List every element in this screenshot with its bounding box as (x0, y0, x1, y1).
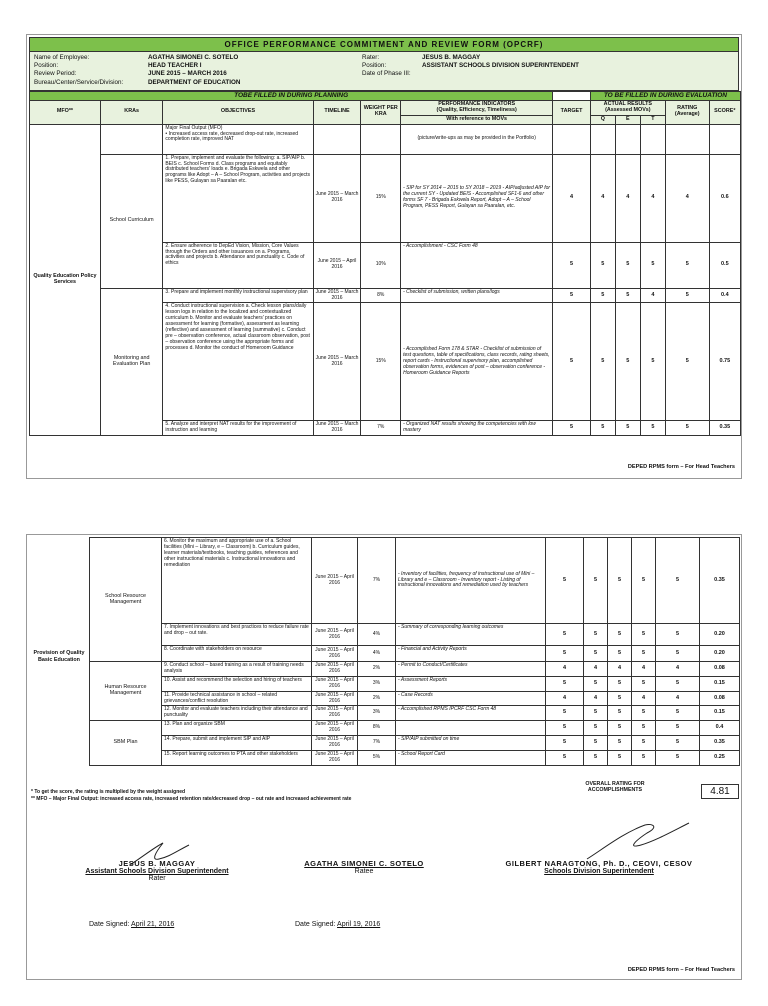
objective-cell: 13. Plan and organize SBM (162, 721, 312, 736)
e-cell: 5 (608, 750, 632, 765)
indicator-cell: - Checklist of submission, written plans/logs (401, 288, 553, 303)
info-label: Position: (362, 62, 387, 70)
weight-cell: 7% (361, 421, 401, 436)
employee-position: HEAD TEACHER I (148, 62, 202, 70)
weight-cell: 8% (361, 288, 401, 303)
target-cell: 5 (546, 538, 584, 624)
rating-cell: 5 (656, 706, 700, 721)
rating-cell: 5 (656, 750, 700, 765)
kra-cell: Human Resource Management (90, 662, 162, 721)
timeline-cell: June 2015 – April 2016 (312, 736, 358, 751)
score-cell: 0.15 (700, 706, 740, 721)
rating-cell: 5 (656, 736, 700, 751)
indicator-cell: - Permit to Conduct/Certificates (396, 662, 546, 677)
rater-role: Rater (148, 875, 166, 882)
kra-cell: SBM Plan (90, 721, 162, 765)
q-cell: 5 (584, 624, 608, 646)
target-cell: 5 (553, 421, 591, 436)
timeline-header: TIMELINE (313, 100, 361, 124)
target-cell: 5 (546, 736, 584, 751)
rater-signature-name: JESUS B. MAGGAY (118, 859, 196, 868)
weight-cell: 8% (358, 721, 396, 736)
weight-cell: 10% (361, 242, 401, 288)
target-cell: 4 (546, 691, 584, 706)
review-period: JUNE 2015 – MARCH 2016 (148, 70, 227, 78)
q-cell: 5 (590, 421, 615, 436)
info-label: Name of Employee: (34, 54, 90, 61)
target-cell: 5 (546, 676, 584, 691)
rating-cell: 4 (656, 662, 700, 677)
e-cell: 5 (608, 721, 632, 736)
score-cell: 0.08 (700, 691, 740, 706)
timeline-cell: June 2015 – April 2016 (313, 242, 361, 288)
score-cell: 0.25 (700, 750, 740, 765)
weight-cell: 7% (358, 736, 396, 751)
rating-cell: 5 (665, 303, 709, 421)
rating-cell: 5 (665, 288, 709, 303)
ratee-role: Ratee (354, 868, 374, 875)
ratee-date-signed: Date Signed: April 19, 2016 (295, 921, 381, 928)
t-cell: 4 (632, 691, 656, 706)
indicator-cell: - Financial and Activity Reports (396, 646, 546, 662)
kra-cell: School Curriculum (100, 154, 163, 288)
rater-signature-position: Assistant Schools Division Superintendent (85, 868, 229, 875)
t-cell: 5 (640, 242, 665, 288)
rating-cell: 4 (665, 154, 709, 242)
t-cell: 5 (632, 750, 656, 765)
info-label: Position: (34, 62, 59, 70)
t-cell: 4 (632, 662, 656, 677)
timeline-cell: June 2015 – April 2016 (312, 646, 358, 662)
timeline-cell: June 2015 – April 2016 (312, 676, 358, 691)
info-label: Review Period: (34, 70, 77, 78)
indicator-cell (396, 721, 546, 736)
info-label: Rater: (362, 54, 380, 61)
actual-results-header: ACTUAL RESULTS (Assessed MOVs) (590, 100, 665, 115)
performance-table-2 (89, 537, 740, 766)
e-header: E (615, 115, 640, 124)
objective-cell: 1. Prepare, implement and evaluate the following: a. SIP/AIP b. BEIS c. School Forms d. Class programs and equitably distributed teachers' loads e. Brigada Eskwela and other programs like Adopt – A – School Program, activities and projects like PESS, Gulayan sa Paaralan etc. (163, 154, 313, 242)
q-header: Q (590, 115, 615, 124)
timeline-cell: June 2015 – April 2016 (312, 538, 358, 624)
weight-cell: 5% (358, 750, 396, 765)
target-cell: 5 (546, 646, 584, 662)
q-cell: 5 (584, 676, 608, 691)
objective-cell: 15. Report learning outcomes to PTA and other stakeholders (162, 750, 312, 765)
score-note: * To get the score, the rating is multiplied by the weight assigned (31, 789, 186, 795)
q-cell: 4 (584, 691, 608, 706)
weight-cell: 7% (358, 538, 396, 624)
weight-cell: 3% (358, 706, 396, 721)
t-cell: 5 (632, 706, 656, 721)
t-cell: 5 (640, 421, 665, 436)
timeline-cell: June 2015 – April 2016 (312, 691, 358, 706)
bureau: DEPARTMENT OF EDUCATION (148, 78, 241, 86)
timeline-cell: June 2015 – April 2016 (312, 721, 358, 736)
weight-header: WEIGHT PER KRA (361, 100, 401, 124)
objectives-header: OBJECTIVES (163, 100, 313, 124)
t-header: T (640, 115, 665, 124)
weight-cell: 4% (358, 646, 396, 662)
score-cell: 0.35 (709, 421, 740, 436)
objective-cell: 3. Prepare and implement monthly instructional supervisory plan (163, 288, 313, 303)
indicators-ref-header: With reference to MOVs (401, 115, 553, 124)
objective-cell: 14. Prepare, submit and implement SIP and AIP (162, 736, 312, 751)
e-cell: 5 (608, 691, 632, 706)
e-cell: 5 (615, 288, 640, 303)
kra-cell: Monitoring and Evaluation Plan (100, 288, 163, 436)
indicators-header: PERFORMANCE INDICATORS (Quality, Efficiency, Timeliness) (401, 100, 553, 115)
score-cell: 0.15 (700, 676, 740, 691)
e-cell: 5 (608, 624, 632, 646)
target-cell: 5 (553, 303, 591, 421)
e-cell: 5 (615, 421, 640, 436)
indicator-cell: - Accomplished RPMS IPCRF CSC Form 48 (396, 706, 546, 721)
rating-cell: 5 (656, 676, 700, 691)
score-cell: 0.75 (709, 303, 740, 421)
ratee-signature-name: AGATHA SIMONEI C. SOTELO (304, 859, 424, 868)
q-cell: 5 (590, 242, 615, 288)
score-cell: 0.4 (700, 721, 740, 736)
sds-signature-position: Schools Division Superintendent (544, 868, 654, 875)
mfo-cell: Quality Education Policy Services (30, 124, 101, 436)
objective-cell: 2. Ensure adherence to DepEd Vision, Mission, Core Values through the Orders and other issuances on a. Programs, activities and projects b. Attendance and punctuality c. Code of ethics (163, 242, 313, 288)
overall-rating-value: 4.81 (701, 784, 739, 799)
objective-cell: 5. Analyze and interpret NAT results for the improvement of instruction and learning (163, 421, 313, 436)
q-cell: 5 (584, 646, 608, 662)
timeline-cell: June 2015 – April 2016 (312, 624, 358, 646)
e-cell: 5 (608, 646, 632, 662)
indicator-cell: - SIP/AIP submitted on time (396, 736, 546, 751)
q-cell: 5 (584, 721, 608, 736)
e-cell: 4 (615, 154, 640, 242)
e-cell: 5 (608, 736, 632, 751)
score-cell: 0.6 (709, 154, 740, 242)
target-cell: 5 (553, 242, 591, 288)
e-cell: 5 (608, 538, 632, 624)
t-cell: 4 (640, 288, 665, 303)
target-cell: 5 (546, 624, 584, 646)
target-cell: 5 (546, 750, 584, 765)
objective-cell: 9. Conduct school – based training as a result of training needs analysis (162, 662, 312, 677)
form-page-2 (26, 534, 742, 980)
weight-cell: 3% (358, 676, 396, 691)
objective-cell: 11. Provide technical assistance in school – related grievances/conflict resolution (162, 691, 312, 706)
timeline-cell: June 2015 – March 2016 (313, 154, 361, 242)
q-cell: 4 (590, 154, 615, 242)
rating-cell: 5 (656, 538, 700, 624)
mfo-cell: Provision of Quality Basic Education (33, 650, 85, 663)
e-cell: 5 (608, 676, 632, 691)
score-cell: 0.5 (709, 242, 740, 288)
e-cell: 5 (615, 303, 640, 421)
objective-cell: 6. Monitor the maximum and appropriate use of a. School facilities (Mini – Library, e – Classroom) b. Curriculum guides, learner materials/textbooks, teaching guides, references and other instructional materials c. Instructional innovations and remediation (162, 538, 312, 624)
score-header: SCORE* (709, 100, 740, 124)
mfo-indicator: (picture/write-ups as may be provided in the Portfolio) (401, 124, 553, 154)
indicator-cell: - Summary of corresponding learning outcomes (396, 624, 546, 646)
indicator-cell: - Inventory of facilities, frequency of instructional use of Mini – Library and e – Classroom - Inventory report - Listing of instructional innovations and remediation used by teachers (396, 538, 546, 624)
indicator-cell: - Assessment Reports (396, 676, 546, 691)
e-cell: 5 (615, 242, 640, 288)
overall-rating-label: OVERALL RATING FOR ACCOMPLISHMENTS (585, 781, 645, 793)
timeline-cell: June 2015 – March 2016 (313, 288, 361, 303)
q-cell: 5 (584, 706, 608, 721)
t-cell: 4 (640, 154, 665, 242)
q-cell: 4 (584, 662, 608, 677)
q-cell: 5 (590, 288, 615, 303)
target-cell: 4 (553, 154, 591, 242)
target-cell: 5 (546, 706, 584, 721)
q-cell: 5 (584, 750, 608, 765)
rating-cell: 5 (656, 646, 700, 662)
indicator-cell: - School Report Card (396, 750, 546, 765)
indicator-cell: - Organized NAT results showing the competencies with low mastery (401, 421, 553, 436)
objective-cell: 12. Monitor and evaluate teachers including their attendance and punctuality (162, 706, 312, 721)
rating-cell: 5 (656, 721, 700, 736)
performance-table-1 (29, 91, 741, 436)
indicator-cell: - Accomplishment - CSC Form 48 (401, 242, 553, 288)
rating-cell: 5 (665, 242, 709, 288)
indicator-cell: - SIP for SY 2014 – 2015 to SY 2018 – 2019 - AIP/adjusted AIP for the current SY - Updated BEIS - Accomplished SF1-6 and other forms SF 7 - Brigada Eskwela Report, Adopt – A – School Program, PESS Report, Gulayan sa Paaralan, etc. (401, 154, 553, 242)
objective-cell: 8. Coordinate with stakeholders on resource (162, 646, 312, 662)
form-page-1 (26, 34, 742, 479)
employee-name: AGATHA SIMONEI C. SOTELO (148, 54, 239, 61)
rater-position: ASSISTANT SCHOOLS DIVISION SUPERINTENDENT (422, 62, 579, 70)
t-cell: 5 (632, 736, 656, 751)
weight-cell: 2% (358, 691, 396, 706)
weight-cell: 15% (361, 154, 401, 242)
t-cell: 5 (632, 646, 656, 662)
sds-signature-block (495, 859, 703, 875)
indicator-cell: - Case Records (396, 691, 546, 706)
info-label: Bureau/Center/Service/Division: (34, 78, 124, 86)
score-cell: 0.20 (700, 624, 740, 646)
q-cell: 5 (584, 736, 608, 751)
mfo-note: ** MFO – Major Final Output: increased access rate, increased retention rate/decreased drop – out rate and increased achievement rate (31, 796, 352, 802)
t-cell: 5 (640, 303, 665, 421)
t-cell: 5 (632, 721, 656, 736)
timeline-cell: June 2015 – March 2016 (313, 303, 361, 421)
kra-cell: School Resource Management (90, 538, 162, 662)
ratee-signature-block (289, 859, 439, 875)
form-title: OFFICE PERFORMANCE COMMITMENT AND REVIEW FORM (OPCRF) (29, 37, 739, 52)
rater-name: JESUS B. MAGGAY (422, 54, 481, 61)
mfo-intro: Major Final Output (MFO) • Increased access rate, decreased drop-out rate, increased completion rate, improved NAT (163, 124, 313, 154)
objective-cell: 10. Assist and recommend the selection and hiring of teachers (162, 676, 312, 691)
score-cell: 0.20 (700, 646, 740, 662)
indicator-cell: - Accomplished Form 178 & STAR - Checklist of submission of test questions, table of specifications, class records, rating sheets, report cards - Instructional supervisory plan, accomplished observation forms, evidences of post – observation conference - Homeroom Guidance Reports (401, 303, 553, 421)
employee-info (29, 52, 739, 91)
planning-header: TOBE FILLED IN DURING PLANNING (30, 92, 553, 101)
t-cell: 5 (632, 624, 656, 646)
objective-cell: 4. Conduct instructional supervision a. Check lesson plans/daily lesson logs in relation to the localized and contextualized curriculum b. Monitor and evaluate teachers' practices on assessment for learning (formative), assessment as learning (reflective) and assessment of learning (summative) c. Conduct pre – observation conference, actual classroom observation, post – observation conference using the appropriate forms and processes d. Monitor the conduct of Homeroom Guidance (163, 303, 313, 421)
score-cell: 0.08 (700, 662, 740, 677)
weight-cell: 4% (358, 624, 396, 646)
objective-cell: 7. Implement innovations and best practices to reduce failure rate and drop – out rate. (162, 624, 312, 646)
t-cell: 5 (632, 676, 656, 691)
e-cell: 4 (608, 662, 632, 677)
rater-signature-block (67, 859, 247, 882)
t-cell: 5 (632, 538, 656, 624)
mfo-header: MFO** (30, 100, 101, 124)
rating-cell: 5 (656, 624, 700, 646)
score-cell: 0.35 (700, 538, 740, 624)
score-cell: 0.35 (700, 736, 740, 751)
target-header: TARGET (553, 100, 591, 124)
rating-cell: 5 (665, 421, 709, 436)
timeline-cell: June 2015 – April 2016 (312, 662, 358, 677)
target-cell: 5 (553, 288, 591, 303)
timeline-cell: June 2015 – March 2016 (313, 421, 361, 436)
timeline-cell: June 2015 – April 2016 (312, 750, 358, 765)
target-cell: 4 (546, 662, 584, 677)
rater-date-signed: Date Signed: April 21, 2016 (89, 921, 175, 928)
target-cell: 5 (546, 721, 584, 736)
sds-signature-name: GILBERT NARAGTONG, Ph. D., CEOVI, CESOV (505, 859, 693, 868)
rating-header: RATING (Average) (665, 100, 709, 124)
q-cell: 5 (584, 538, 608, 624)
page-footer: DEPED RPMS form – For Head Teachers (627, 967, 735, 973)
weight-cell: 15% (361, 303, 401, 421)
q-cell: 5 (590, 303, 615, 421)
timeline-cell: June 2015 – April 2016 (312, 706, 358, 721)
score-cell: 0.4 (709, 288, 740, 303)
weight-cell: 2% (358, 662, 396, 677)
info-label: Date of Phase III: (362, 70, 411, 78)
evaluation-header: TO BE FILLED IN DURING EVALUATION (590, 92, 740, 101)
e-cell: 5 (608, 706, 632, 721)
kras-header: KRAs (100, 100, 163, 124)
page-footer: DEPED RPMS form – For Head Teachers (627, 464, 735, 470)
rating-cell: 4 (656, 691, 700, 706)
